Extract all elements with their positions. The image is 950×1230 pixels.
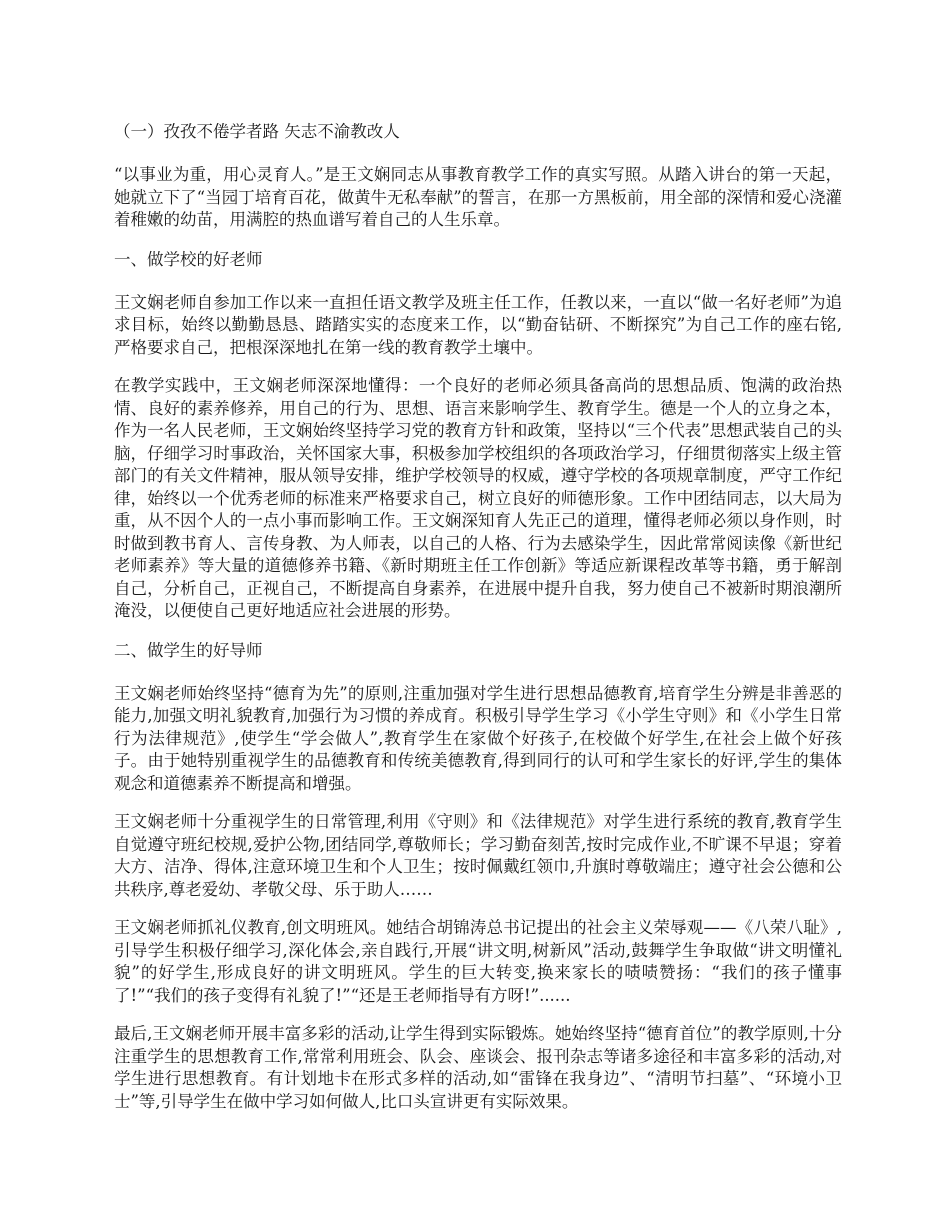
intro-paragraph: “以事业为重，用心灵育人。”是王文娴同志从事教育教学工作的真实写照。从踏入讲台的第一天起，她就立下了“当园丁培育百花，做黄牛无私奉献”的誓言，在那一方黑板前，用全部的深情和爱心浇灌着稚嫩的幼苗，用满腔的热血谱写着自己的人生乐章。	[114, 165, 842, 229]
section-2-paragraph-2: 王文娴老师十分重视学生的日常管理,利用《守则》和《法律规范》对学生进行系统的教育,教育学生自觉遵守班纪校规,爱护公物,团结同学,尊敬师长；学习勤奋刻苦,按时完成作业,不旷课不早退；穿着大方、洁净、得体,注意环境卫生和个人卫生；按时佩戴红领巾,升旗时尊敬端庄；遵守社会公德和公共秩序,尊老爱幼、孝敬父母、乐于助人……	[114, 812, 842, 899]
document-body	[114, 120, 842, 1129]
section-2-heading: 二、做学生的好导师	[114, 640, 263, 660]
section-2-paragraph-1: 王文娴老师始终坚持“德育为先”的原则,注重加强对学生进行思想品德教育,培育学生分辨是非善恶的能力,加强文明礼貌教育,加强行为习惯的养成育。积极引导学生学习《小学生守则》和《小学生日常行为法律规范》,使学生“学会做人”,教育学生在家做个好孩子,在校做个好学生,在社会上做个好孩子。由于她特别重视学生的品德教育和传统美德教育,得到同行的认可和学生家长的好评,学生的集体观念和道德素养不断提高和增强。	[114, 683, 842, 793]
document-title: （一）孜孜不倦学者路 矢志不渝教改人	[114, 122, 400, 141]
section-2-paragraph-4: 最后,王文娴老师开展丰富多彩的活动,让学生得到实际锻炼。她始终坚持“德育首位”的教学原则,十分注重学生的思想教育工作,常常利用班会、队会、座谈会、报刊杂志等诸多途径和丰富多彩的活动,对学生进行思想教育。有计划地卡在形式多样的活动,如“雷锋在我身边”、“清明节扫墓”、“环境小卫士”等,引导学生在做中学习如何做人,比口头宣讲更有实际效果。	[114, 1024, 842, 1111]
section-1-heading: 一、做学校的好老师	[114, 249, 263, 269]
section-1-paragraph-1: 王文娴老师自参加工作以来一直担任语文教学及班主任工作，任教以来，一直以“做一名好老师”为追求目标，始终以勤勤恳恳、踏踏实实的态度来工作，以“勤奋钻研、不断探究”为自己工作的座右铭,严格要求自己，把根深深地扎在第一线的教育教学土壤中。	[114, 292, 842, 357]
section-2-paragraph-3: 王文娴老师抓礼仪教育,创文明班风。她结合胡锦涛总书记提出的社会主义荣辱观——《八荣八耻》,引导学生积极仔细学习,深化体会,亲自践行,开展“讲文明,树新风”活动,鼓舞学生争取做“讲文明懂礼貌”的好学生,形成良好的讲文明班风。学生的巨大转变,换来家长的啧啧赞扬：“我们的孩子懂事了!”“我们的孩子变得有礼貌了!”“还是王老师指导有方呀!”......	[114, 918, 842, 1005]
section-1-paragraph-2: 在教学实践中，王文娴老师深深地懂得：一个良好的老师必须具备高尚的思想品质、饱满的政治热情、良好的素养修养，用自己的行为、思想、语言来影响学生、教育学生。德是一个人的立身之本，作为一名人民老师，王文娴始终坚持学习党的教育方针和政策，坚持以“三个代表”思想武装自己的头脑，仔细学习时事政治，关怀国家大事，积极参加学校组织的各项政治学习，仔细贯彻落实上级主管部门的有关文件精神，服从领导安排，维护学校领导的权威，遵守学校的各项规章制度，严守工作纪律，始终以一个优秀老师的标准来严格要求自己，树立良好的师德形象。工作中团结同志，以大局为重，从不因个人的一点小事而影响工作。王文娴深知育人先正己的道理，懂得老师必须以身作则，时时做到教书育人、言传身教、为人师表，以自己的人格、行为去感染学生，因此常常阅读像《新世纪老师素养》等大量的道德修养书籍、《新时期班主任工作创新》等适应新课程改革等书籍，勇于解剖自己，分析自己，正视自己，不断提高自身素养，在进展中提升自我，努力使自己不被新时期浪潮所淹没，以便使自己更好地适应社会进展的形势。	[114, 376, 842, 620]
